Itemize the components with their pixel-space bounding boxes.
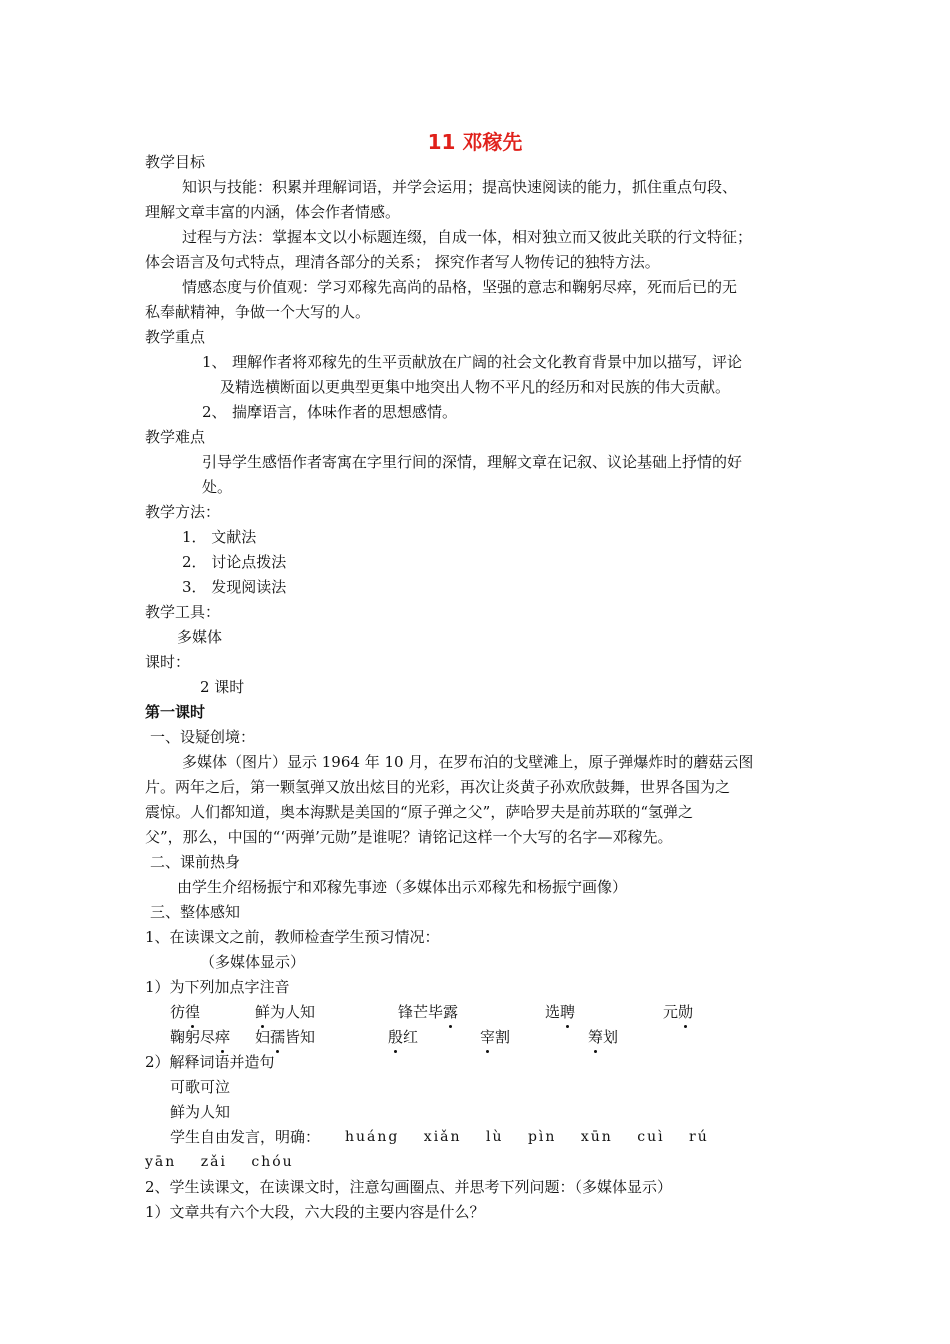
key-point-1-line1: 理解作者将邓稼先的生平贡献放在广阔的社会文化教育背景中加以描写，评论 xyxy=(232,353,743,371)
objectives-knowledge-line2: 理解文章丰富的内涵，体会作者情感。 xyxy=(145,203,401,221)
section3-heading: 三、整体感知 xyxy=(150,903,241,921)
word-chou-hua xyxy=(588,1027,618,1047)
word-char: 元 xyxy=(663,1003,679,1021)
word-xuan-pin xyxy=(545,1002,575,1022)
objectives-heading: 教学目标 xyxy=(145,153,206,171)
difficulties-line2: 处。 xyxy=(202,478,233,496)
key-point-1-number: 1、 xyxy=(202,353,227,371)
lesson1-heading: 第一课时 xyxy=(145,703,206,721)
objectives-emotion-line1: 情感态度与价值观：学习邓稼先高尚的品格，坚强的意志和鞠躬尽瘁，死而后已的无 xyxy=(182,278,738,296)
word-char: 彷 xyxy=(170,1003,186,1021)
section1-para-line4: 父”，那么，中国的“‘两弹’元勋”是谁呢？请铭记这样一个大写的名字—邓稼先。 xyxy=(145,828,673,846)
page-title: 11 邓稼先 xyxy=(427,130,523,154)
phrase-1: 可歌可泣 xyxy=(170,1078,231,1096)
key-point-2: 揣摩语言，体味作者的思想感情。 xyxy=(232,403,458,421)
question2-sub1: 1）文章共有六个大段，六大段的主要内容是什么？ xyxy=(145,1203,485,1221)
section1-para-line2: 片。两年之后，第一颗氢弹又放出炫目的光彩，再次让炎黄子孙欢欣鼓舞，世界各国为之 xyxy=(145,778,731,796)
word-fu-ru-jie-zhi xyxy=(255,1027,315,1047)
hours-value: 2 课时 xyxy=(200,678,245,696)
word-char: 选 xyxy=(545,1003,561,1021)
word-char: 割 xyxy=(495,1028,511,1046)
tools-heading: 教学工具： xyxy=(145,603,221,621)
question1-sub1: 1）为下列加点字注音 xyxy=(145,978,290,996)
question1: 1、在读课文之前，教师检查学生预习情况： xyxy=(145,928,440,946)
section2-heading: 二、课前热身 xyxy=(150,853,241,871)
question2: 2、学生读课文，在读课文时，注意勾画圈点、并思考下列问题：（多媒体显示） xyxy=(145,1178,673,1196)
objectives-process-line2: 体会语言及句式特点，理清各部分的关系； 探究作者写人物传记的独特方法。 xyxy=(145,253,660,271)
word-feng-mang-bi-lu xyxy=(398,1002,458,1022)
section2-para: 由学生介绍杨振宁和邓稼先事迹（多媒体出示邓稼先和杨振宁画像） xyxy=(177,878,628,896)
difficulties-line1: 引导学生感悟作者寄寓在字里行间的深情，理解文章在记叙、议论基础上抒情的好 xyxy=(202,453,743,471)
dotted-char: 鲜 xyxy=(255,1003,271,1021)
section1-heading: 一、设疑创境： xyxy=(150,728,256,746)
method-3: 3． 发现阅读法 xyxy=(182,578,287,596)
pinyin-line1: huáng xiǎn lù pìn xūn cuì rú xyxy=(345,1129,709,1145)
word-chars: 鞠躬尽 xyxy=(170,1028,216,1046)
difficulties-heading: 教学难点 xyxy=(145,428,206,446)
dotted-char: 宰 xyxy=(480,1028,496,1046)
word-chars: 皆知 xyxy=(285,1028,316,1046)
methods-heading: 教学方法： xyxy=(145,503,221,521)
word-chars: 锋芒毕 xyxy=(398,1003,444,1021)
objectives-emotion-line2: 私奉献精神，争做一个大写的人。 xyxy=(145,303,371,321)
dotted-char: 徨 xyxy=(185,1003,201,1021)
question1-sub2: 2）解释词语并造句 xyxy=(145,1053,275,1071)
pinyin-line2: yān zǎi chóu xyxy=(145,1154,294,1170)
dotted-char: 瘁 xyxy=(215,1028,231,1046)
key-point-1-line2: 及精选横断面以更典型更集中地突出人物不平凡的经历和对民族的伟大贡献。 xyxy=(220,378,731,396)
phrase-2: 鲜为人知 xyxy=(170,1103,231,1121)
word-pang-huang xyxy=(170,1002,200,1022)
question1-display-note: （多媒体显示） xyxy=(200,953,306,971)
word-zai-ge xyxy=(480,1027,510,1047)
dotted-char: 孺 xyxy=(270,1028,286,1046)
key-point-2-number: 2、 xyxy=(202,403,227,421)
objectives-knowledge-line1: 知识与技能：积累并理解词语，并学会运用；提高快速阅读的能力，抓住重点句段、 xyxy=(182,178,738,196)
dotted-char: 勋 xyxy=(678,1003,694,1021)
hours-heading: 课时： xyxy=(145,653,191,671)
word-chars: 为人知 xyxy=(270,1003,316,1021)
dotted-char: 殷 xyxy=(388,1028,404,1046)
dotted-char: 露 xyxy=(443,1003,459,1021)
section1-para-line3: 震惊。人们都知道，奥本海默是美国的“原子弹之父”，萨哈罗夫是前苏联的“氢弹之 xyxy=(145,803,694,821)
dotted-char: 聘 xyxy=(560,1003,576,1021)
word-yuan-xun xyxy=(663,1002,693,1022)
word-ju-gong-jin-cui xyxy=(170,1027,230,1047)
key-points-heading: 教学重点 xyxy=(145,328,206,346)
objectives-process-line1: 过程与方法：掌握本文以小标题连缀，自成一体，相对独立而又彼此关联的行文特征； xyxy=(182,228,753,246)
dotted-char: 筹 xyxy=(588,1028,604,1046)
word-yan-hong xyxy=(388,1027,418,1047)
section1-para-line1: 多媒体（图片）显示 1964 年 10 月，在罗布泊的戈壁滩上，原子弹爆炸时的蘑菇云图 xyxy=(182,753,754,771)
answer-label: 学生自由发言，明确： xyxy=(170,1128,321,1146)
word-char: 妇 xyxy=(255,1028,271,1046)
word-char: 红 xyxy=(403,1028,419,1046)
tools-value: 多媒体 xyxy=(177,628,223,646)
word-xian-wei-ren-zhi xyxy=(255,1002,315,1022)
method-1: 1． 文献法 xyxy=(182,528,257,546)
method-2: 2． 讨论点拨法 xyxy=(182,553,287,571)
word-char: 划 xyxy=(603,1028,619,1046)
